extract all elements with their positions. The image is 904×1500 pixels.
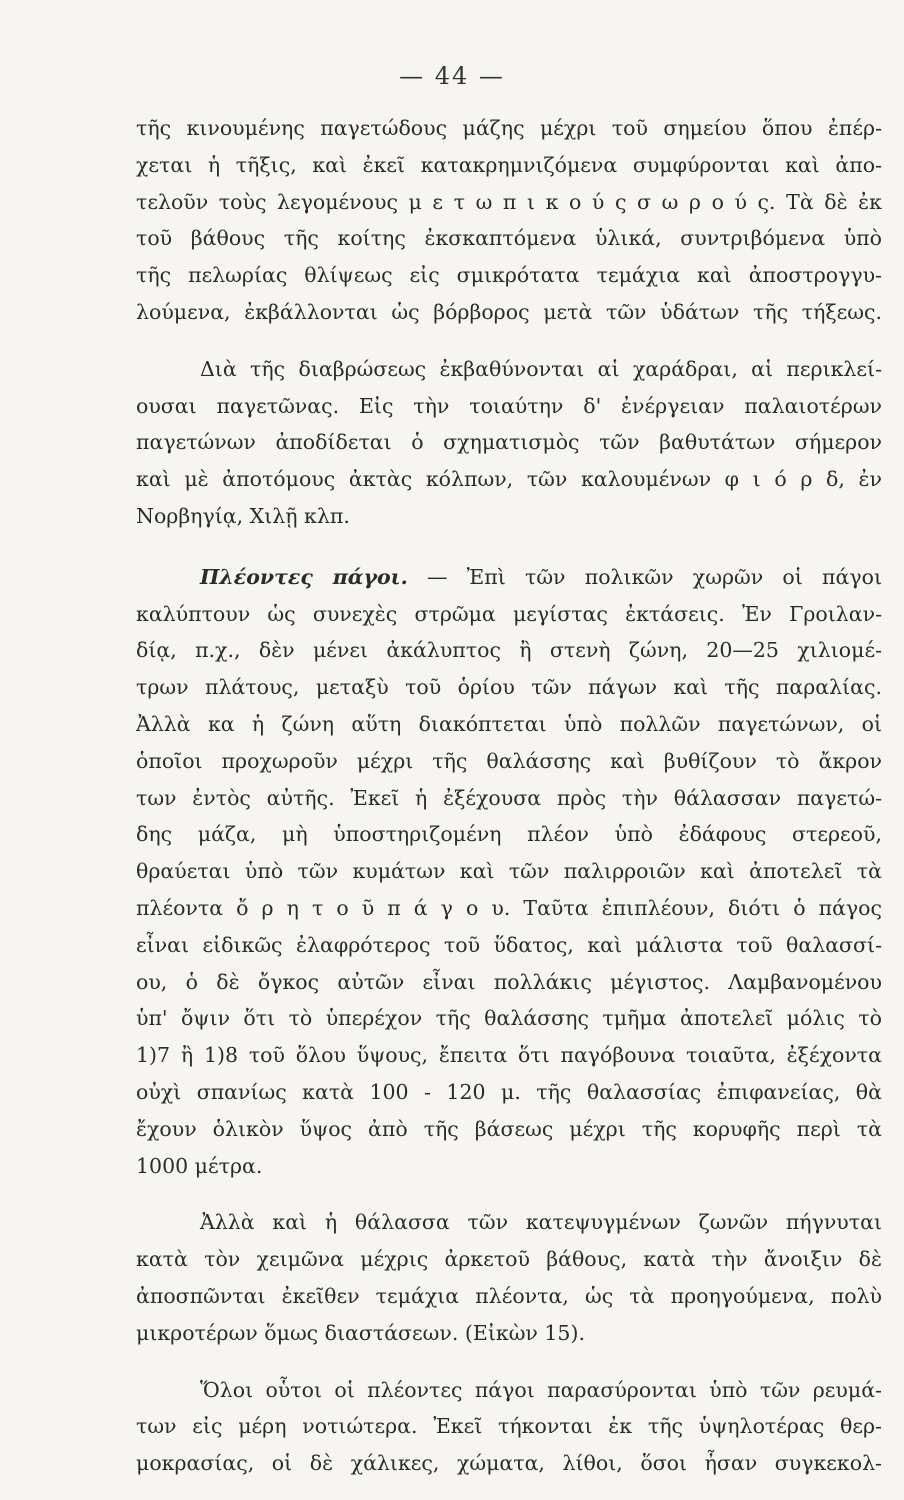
- text-line: μικροτέρων ὅμως διαστάσεων. (Εἰκὼν 15).: [136, 1320, 585, 1345]
- text-line: τῆς κινουμένης παγετώδους μάζης μέχρι τοῦ σημείου ὅπου ἐπέρ-: [136, 116, 882, 140]
- text-line: Ἀλλὰ καὶ ἡ θάλασσα τῶν κατεψυγμένων ζωνῶν πήγνυται: [200, 1210, 882, 1235]
- text-line: καλύπτουν ὡς συνεχὲς στρῶμα μεγίστας ἐκτάσεις. Ἐν Γροιλαν-: [136, 601, 882, 626]
- paragraph-4: [136, 1204, 882, 1351]
- text-line: [136, 559, 882, 596]
- text-line: ὑπ' ὄψιν ὅτι τὸ ὑπερέχον τῆς θαλάσσης τμῆμα ἀποτελεῖ μόλις τὸ: [136, 1006, 882, 1031]
- text-line: πλέοντα ὄ ρ η τ ο ῦ π ά γ ο υ. Ταῦτα ἐπιπλέουν, διότι ὁ πάγος: [136, 895, 882, 920]
- text-line: ἀποσπῶνται ἐκεῖθεν τεμάχια πλέοντα, ὡς τὰ προηγούμενα, πολὺ: [136, 1283, 882, 1308]
- text-line: οὐχὶ σπανίως κατὰ 100 - 120 μ. τῆς θαλασσίας ἐπιφανείας, θὰ: [136, 1079, 882, 1104]
- text-line: τοῦ βάθους τῆς κοίτης ἐκσκαπτόμενα ὑλικά, συντριβόμενα ὑπὸ: [136, 226, 882, 251]
- text-line: καὶ μὲ ἀποτόμους ἀκτὰς κόλπων, τῶν καλουμένων φ ι ό ρ δ, ἐν: [136, 467, 882, 492]
- section-heading: Πλέοντες πάγοι.: [200, 564, 408, 589]
- text-line: των ἐντὸς αὐτῆς. Ἐκεῖ ἡ ἐξέχουσα πρὸς τὴν θάλασσαν παγετώ-: [136, 785, 882, 810]
- text-line: δίᾳ, π.χ., δὲν μένει ἀκάλυπτος ἢ στενὴ ζώνη, 20—25 χιλιομέ-: [136, 638, 882, 663]
- text-line: Νορβηγίᾳ, Χιλῇ κλπ.: [136, 503, 350, 528]
- text-line: δης μάζα, μὴ ὑποστηριζομένη πλέον ὑπὸ ἐδάφους στερεοῦ,: [136, 822, 882, 847]
- paragraph-5: [136, 1372, 882, 1482]
- heading-continuation: — Ἐπὶ τῶν πολικῶν χωρῶν οἱ πάγοι: [427, 564, 882, 589]
- text-line: 1)7 ἢ 1)8 τοῦ ὅλου ὕψους, ἔπειτα ὅτι παγόβουνα τοιαῦτα, ἐξέχοντα: [136, 1043, 882, 1068]
- text-line: ου, ὁ δὲ ὄγκος αὐτῶν εἶναι πολλάκις μέγιστος. Λαμβανομένου: [136, 969, 882, 994]
- paragraph-3: [136, 559, 882, 1185]
- text-line: τῆς πελωρίας θλίψεως εἰς σμικρότατα τεμάχια καὶ ἀποστρογγυ-: [136, 263, 882, 288]
- text-line: ἔχουν ὁλικὸν ὕψος ἀπὸ τῆς βάσεως μέχρι τῆς κορυφῆς περὶ τὰ: [136, 1116, 882, 1141]
- text-line: ὁποῖοι προχωροῦν μέχρι τῆς θαλάσσης καὶ βυθίζουν τὸ ἄκρον: [136, 748, 882, 773]
- text-line: τρων πλάτους, μεταξὺ τοῦ ὁρίου τῶν πάγων καὶ τῆς παραλίας.: [136, 675, 882, 700]
- text-line: Ὅλοι οὗτοι οἱ πλέοντες πάγοι παρασύρονται ὑπὸ τῶν ρευμά-: [200, 1377, 882, 1402]
- text-line: τελοῦν τοὺς λεγομένους μ ε τ ω π ι κ ο ύ ς σ ω ρ ο ύ ς. Τὰ δὲ ἐκ: [136, 189, 882, 214]
- text-line: ουσαι παγετῶνας. Εἰς τὴν τοιαύτην δ' ἐνέργειαν παλαιοτέρων: [136, 393, 882, 418]
- paragraph-1: [136, 110, 882, 331]
- text-line: των εἰς μέρη νοτιώτερα. Ἐκεῖ τήκονται ἐκ τῆς ὑψηλοτέρας θερ-: [136, 1414, 882, 1439]
- page-body: [136, 110, 882, 1482]
- text-line: Διὰ τῆς διαβρώσεως ἐκβαθύνονται αἱ χαράδραι, αἱ περικλεί-: [200, 356, 882, 381]
- text-line: 1000 μέτρα.: [136, 1153, 263, 1178]
- text-line: χεται ἡ τῆξις, καὶ ἐκεῖ κατακρημνιζόμενα συμφύρονται καὶ ἀπο-: [136, 152, 882, 177]
- text-line: εἶναι εἰδικῶς ἐλαφρότερος τοῦ ὕδατος, καὶ μάλιστα τοῦ θαλασσί-: [136, 932, 882, 957]
- text-line: Ἀλλὰ κα ἡ ζώνη αὕτη διακόπτεται ὑπὸ πολλῶν παγετώνων, οἱ: [136, 711, 882, 736]
- text-line: λούμενα, ἐκβάλλονται ὡς βόρβορος μετὰ τῶν ὑδάτων τῆς τήξεως.: [136, 299, 882, 324]
- page-number: — 44 —: [399, 62, 505, 90]
- text-line: παγετώνων ἀποδίδεται ὁ σχηματισμὸς τῶν βαθυτάτων σήμερον: [136, 430, 882, 455]
- text-line: μοκρασίας, οἱ δὲ χάλικες, χώματα, λίθοι, ὅσοι ἦσαν συγκεκολ-: [136, 1451, 882, 1476]
- text-line: κατὰ τὸν χειμῶνα μέχρις ἀρκετοῦ βάθους, κατὰ τὴν ἄνοιξιν δὲ: [136, 1247, 882, 1272]
- text-line: θραύεται ὑπὸ τῶν κυμάτων καὶ τῶν παλιρροιῶν καὶ ἀποτελεῖ τὰ: [136, 859, 882, 884]
- paragraph-2: [136, 351, 882, 535]
